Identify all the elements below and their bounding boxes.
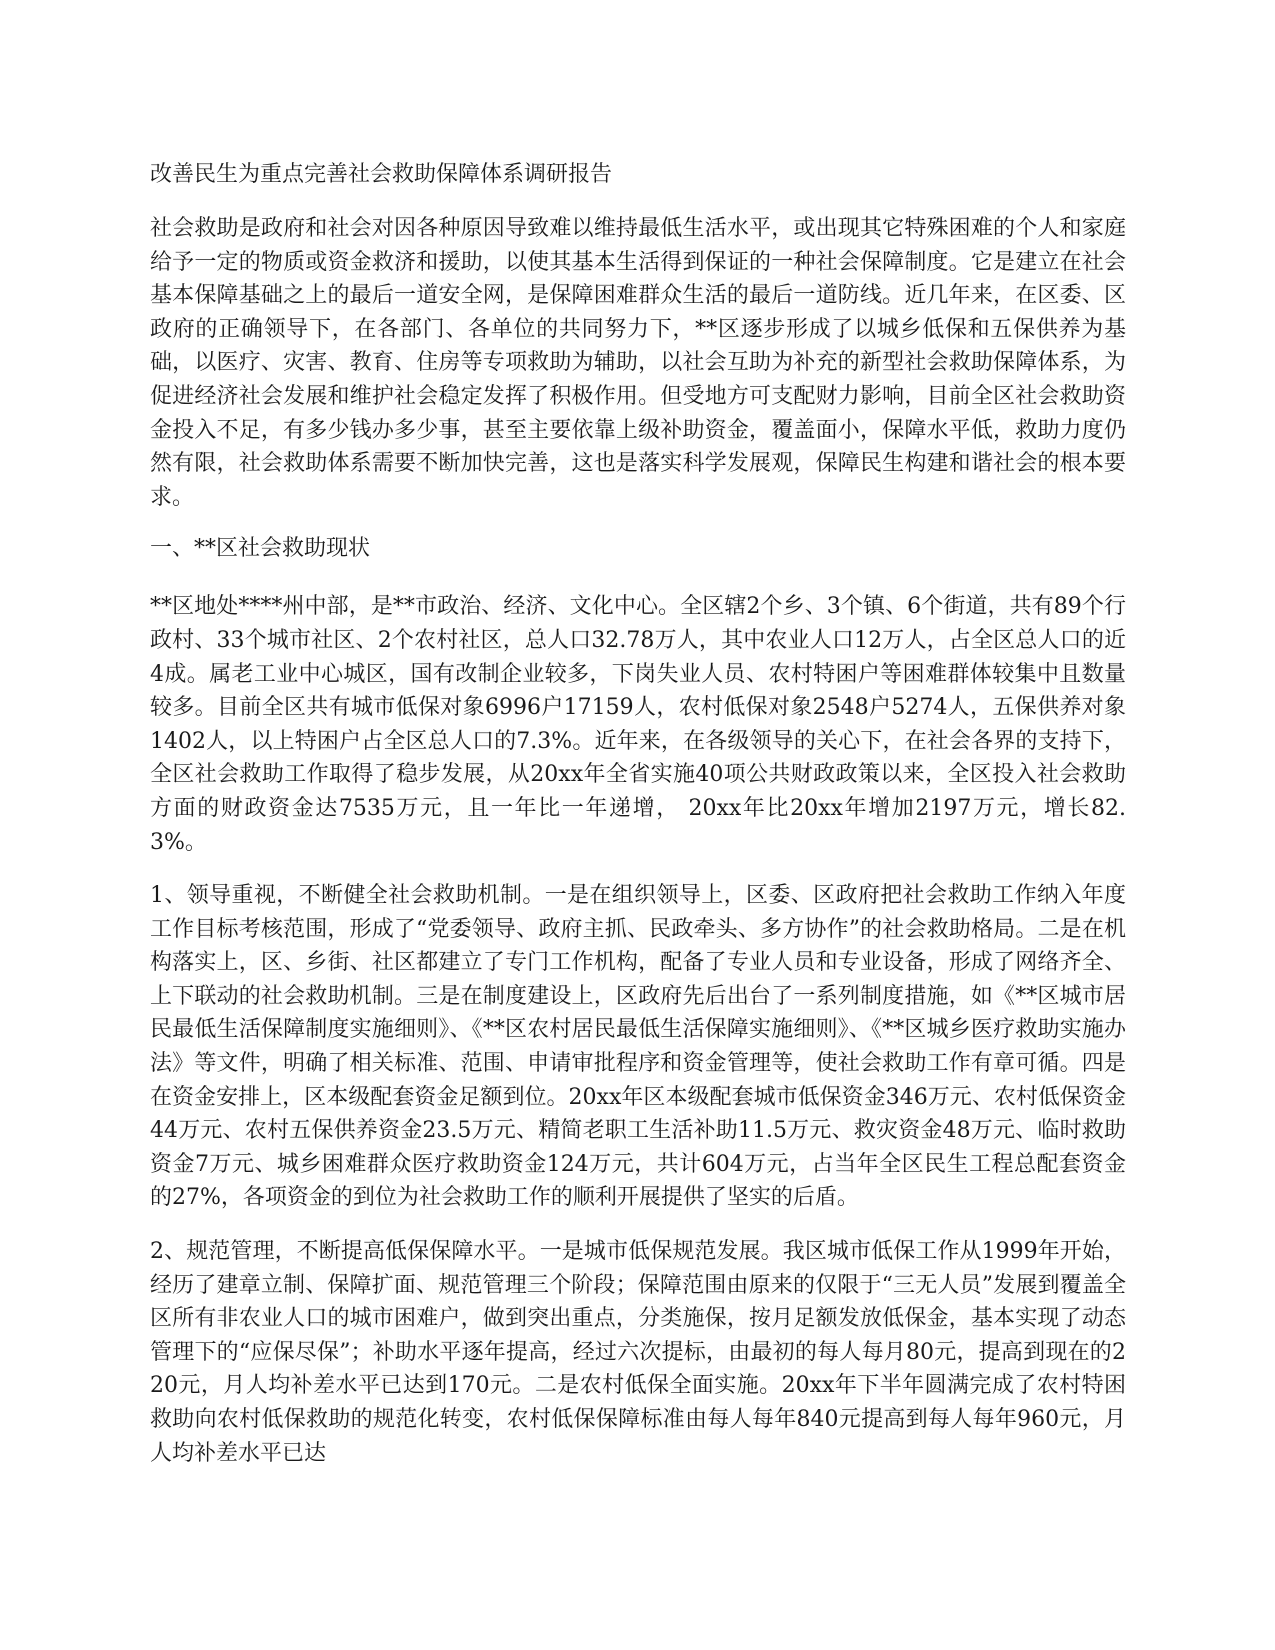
section1-paragraph-management: 2、规范管理，不断提高低保保障水平。一是城市低保规范发展。我区城市低保工作从1999年开始，经历了建章立制、保障扩面、规范管理三个阶段；保障范围由原来的仅限于“三无人员”发展到覆盖全区所有非农业人口的城市困难户，做到突出重点，分类施保，按月足额发放低保金，基本实现了动态管理下的“应保尽保”；补助水平逐年提高，经过六次提标，由最初的每人每月80元，提高到现在的220元，月人均补差水平已达到170元。二是农村低保全面实施。20xx年下半年圆满完成了农村特困救助向农村低保救助的规范化转变，农村低保保障标准由每人每年840元提高到每人每年960元，月人均补差水平已达 (150, 1239, 1126, 1466)
document-title: 改善民生为重点完善社会救助保障体系调研报告 (150, 162, 613, 187)
document-page (150, 160, 1126, 1490)
section1-paragraph-leadership: 1、领导重视，不断健全社会救助机制。一是在组织领导上，区委、区政府把社会救助工作纳入年度工作目标考核范围，形成了“党委领导、政府主抓、民政牵头、多方协作”的社会救助格局。二是在机构落实上，区、乡街、社区都建立了专门工作机构，配备了专业人员和专业设备，形成了网络齐全、上下联动的社会救助机制。三是在制度建设上，区政府先后出台了一系列制度措施，如《**区城市居民最低生活保障制度实施细则》、《**区农村居民最低生活保障实施细则》、《**区城乡医疗救助实施办法》等文件，明确了相关标准、范围、申请审批程序和资金管理等，使社会救助工作有章可循。四是在资金安排上，区本级配套资金足额到位。20xx年区本级配套城市低保资金346万元、农村低保资金44万元、农村五保供养资金23.5万元、精简老职工生活补助11.5万元、救灾资金48万元、临时救助资金7万元、城乡困难群众医疗救助资金124万元，共计604万元，占当年全区民生工程总配套资金的27%，各项资金的到位为社会救助工作的顺利开展提供了坚实的后盾。 (150, 883, 1126, 1211)
section-heading-1: 一、**区社会救助现状 (150, 536, 371, 562)
intro-paragraph: 社会救助是政府和社会对因各种原因导致难以维持最低生活水平，或出现其它特殊困难的个人和家庭给予一定的物质或资金救济和援助，以使其基本生活得到保证的一种社会保障制度。它是建立在社会基本保障基础之上的最后一道安全网，是保障困难群众生活的最后一道防线。近几年来，在区委、区政府的正确领导下，在各部门、各单位的共同努力下，**区逐步形成了以城乡低保和五保供养为基础，以医疗、灾害、教育、住房等专项救助为辅助，以社会互助为补充的新型社会救助保障体系，为促进经济社会发展和维护社会稳定发挥了积极作用。但受地方可支配财力影响，目前全区社会救助资金投入不足，有多少钱办多少事，甚至主要依靠上级补助资金，覆盖面小，保障水平低，救助力度仍然有限，社会救助体系需要不断加快完善，这也是落实科学发展观，保障民生构建和谐社会的根本要求。 (150, 216, 1126, 510)
section1-paragraph-overview: **区地处****州中部，是**市政治、经济、文化中心。全区辖2个乡、3个镇、6个街道，共有89个行政村、33个城市社区、2个农村社区，总人口32.78万人，其中农业人口12万人，占全区总人口的近4成。属老工业中心城区，国有改制企业较多，下岗失业人员、农村特困户等困难群体较集中且数量较多。目前全区共有城市低保对象6996户17159人，农村低保对象2548户5274人，五保供养对象1402人，以上特困户占全区总人口的7.3%。近年来，在各级领导的关心下，在社会各界的支持下，全区社会救助工作取得了稳步发展，从20xx年全省实施40项公共财政政策以来，全区投入社会救助方面的财政资金达7535万元，且一年比一年递增， 20xx年比20xx年增加2197万元，增长82.3%。 (150, 594, 1126, 855)
